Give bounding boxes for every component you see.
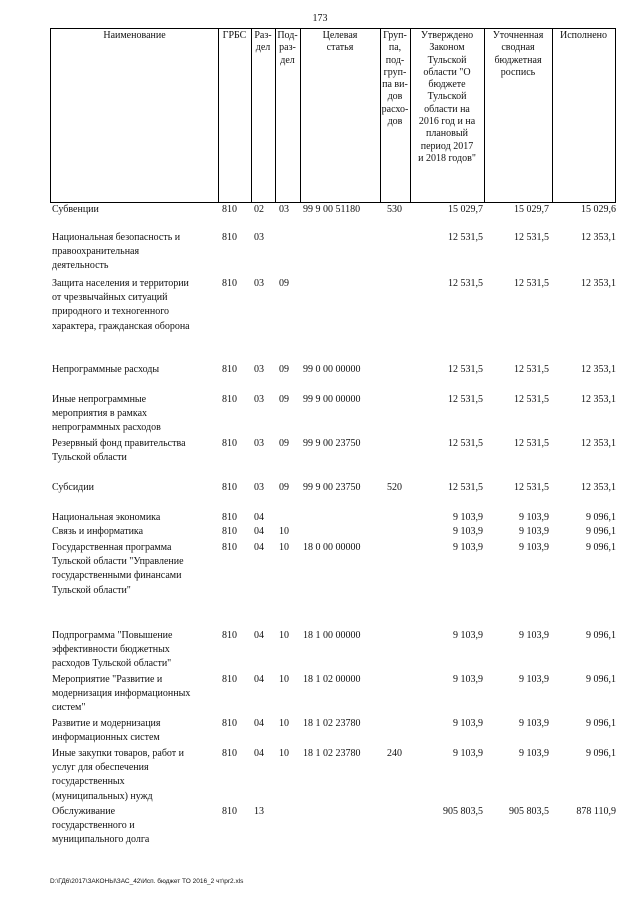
row-name-line: Тульской области"	[52, 584, 131, 596]
row-name-line: Субвенции	[52, 204, 99, 215]
row-name-line: государственного и	[52, 820, 135, 832]
executed-cell: 12 353,1	[581, 278, 616, 289]
approved-cell: 12 531,5	[448, 438, 483, 449]
approved-cell: 12 531,5	[448, 278, 483, 289]
grbs-cell: 810	[222, 364, 237, 375]
row-name-line: непрограммных расходов	[52, 422, 161, 434]
razdel-cell: 04	[254, 512, 264, 523]
executed-cell: 9 096,1	[586, 674, 616, 685]
grbs-cell: 810	[222, 482, 237, 493]
razdel-cell: 04	[254, 542, 264, 553]
row-name-line: Мероприятие "Развитие и	[52, 674, 163, 685]
page-number: 173	[312, 13, 328, 24]
refined-cell: 12 531,5	[514, 438, 549, 449]
podrazdel-cell: 10	[279, 630, 289, 641]
row-name	[52, 363, 217, 377]
executed-cell: 12 353,1	[581, 364, 616, 375]
header-line: груп-	[383, 66, 407, 78]
row-name	[52, 393, 217, 436]
header-grbs	[218, 30, 251, 42]
executed-cell: 9 096,1	[586, 542, 616, 553]
approved-cell: 9 103,9	[453, 630, 483, 641]
razdel-cell: 02	[254, 204, 264, 215]
executed-cell: 9 096,1	[586, 630, 616, 641]
razdel-cell: 03	[254, 394, 264, 405]
approved-cell: 12 531,5	[448, 364, 483, 375]
podrazdel-cell: 09	[279, 482, 289, 493]
header-approved	[410, 30, 484, 165]
razdel-cell: 03	[254, 364, 264, 375]
header-expense-type	[380, 30, 410, 128]
header-target-article	[300, 30, 380, 55]
header-line: области "О	[423, 66, 471, 78]
row-name-line: модернизация информационных	[52, 688, 191, 700]
razdel-cell: 03	[254, 438, 264, 449]
target-article-cell: 18 1 02 23780	[303, 748, 361, 759]
grbs-cell: 810	[222, 526, 237, 537]
row-name-line: Национальная безопасность и	[52, 232, 181, 243]
row-name	[52, 629, 217, 672]
header-divider	[50, 28, 51, 203]
podrazdel-cell: 09	[279, 278, 289, 289]
header-refined	[484, 30, 552, 79]
row-name	[52, 511, 217, 525]
razdel-cell: 04	[254, 674, 264, 685]
grbs-cell: 810	[222, 394, 237, 405]
approved-cell: 15 029,7	[448, 204, 483, 215]
target-article-cell: 18 1 00 00000	[303, 630, 361, 641]
row-name	[52, 203, 217, 217]
row-name-line: Государственная программа	[52, 542, 172, 553]
executed-cell: 12 353,1	[581, 232, 616, 243]
target-article-cell: 18 0 00 00000	[303, 542, 361, 553]
refined-cell: 9 103,9	[519, 526, 549, 537]
expense-type-cell: 520	[387, 482, 402, 493]
podrazdel-cell: 09	[279, 438, 289, 449]
header-line: статья	[326, 42, 354, 54]
executed-cell: 9 096,1	[586, 718, 616, 729]
podrazdel-cell: 10	[279, 674, 289, 685]
podrazdel-cell: 10	[279, 718, 289, 729]
grbs-cell: 810	[222, 674, 237, 685]
approved-cell: 9 103,9	[453, 542, 483, 553]
row-name-line: систем"	[52, 702, 86, 714]
razdel-cell: 03	[254, 232, 264, 243]
grbs-cell: 810	[222, 748, 237, 759]
row-name-line: Связь и информатика	[52, 526, 144, 537]
row-name	[52, 277, 217, 334]
refined-cell: 9 103,9	[519, 674, 549, 685]
row-name-line: Иные непрограммные	[52, 394, 147, 405]
header-podrazdel	[275, 30, 300, 67]
approved-cell: 12 531,5	[448, 482, 483, 493]
header-line: дов	[387, 91, 403, 103]
row-name-line: Субсидии	[52, 482, 94, 493]
target-article-cell: 99 9 00 00000	[303, 394, 361, 405]
row-name-line: правоохранительная	[52, 246, 140, 258]
row-name-line: государственных	[52, 776, 125, 788]
row-name-line: государственными финансами	[52, 570, 182, 582]
header-line: Исполнено	[559, 30, 607, 41]
row-name-line: деятельность	[52, 260, 109, 272]
header-line: период 2017	[420, 140, 474, 152]
refined-cell: 12 531,5	[514, 394, 549, 405]
approved-cell: 9 103,9	[453, 512, 483, 523]
row-name-line: Обслуживание	[52, 806, 116, 817]
row-name-line: характера, гражданская оборона	[52, 320, 190, 332]
header-line: сводная	[501, 42, 535, 54]
row-name-line: Подпрограмма "Повышение	[52, 630, 173, 641]
refined-cell: 12 531,5	[514, 278, 549, 289]
executed-cell: 15 029,6	[581, 204, 616, 215]
header-line: Груп-	[383, 30, 407, 41]
podrazdel-cell: 10	[279, 542, 289, 553]
header-line: дел	[255, 42, 271, 54]
target-article-cell: 99 9 00 23750	[303, 482, 361, 493]
refined-cell: 15 029,7	[514, 204, 549, 215]
expense-type-cell: 530	[387, 204, 402, 215]
approved-cell: 9 103,9	[453, 526, 483, 537]
refined-cell: 12 531,5	[514, 232, 549, 243]
header-divider	[615, 28, 616, 203]
header-executed	[552, 30, 615, 42]
target-article-cell: 99 9 00 51180	[303, 204, 361, 215]
grbs-cell: 810	[222, 278, 237, 289]
razdel-cell: 03	[254, 278, 264, 289]
grbs-cell: 810	[222, 806, 237, 817]
header-line: па ви-	[382, 79, 408, 91]
header-divider	[218, 28, 219, 203]
refined-cell: 9 103,9	[519, 748, 549, 759]
podrazdel-cell: 10	[279, 748, 289, 759]
header-line: бюджете	[428, 79, 466, 91]
header-line: Раз-	[254, 30, 272, 41]
row-name	[52, 673, 217, 716]
row-name-line: Защита населения и территории	[52, 278, 189, 289]
row-name-line: Иные закупки товаров, работ и	[52, 748, 185, 759]
header-line: и 2018 годов"	[418, 152, 476, 164]
executed-cell: 12 353,1	[581, 438, 616, 449]
podrazdel-cell: 03	[279, 204, 289, 215]
refined-cell: 12 531,5	[514, 364, 549, 375]
header-line: раз-	[279, 42, 296, 54]
row-name	[52, 525, 217, 539]
refined-cell: 12 531,5	[514, 482, 549, 493]
header-razdel	[251, 30, 275, 55]
grbs-cell: 810	[222, 718, 237, 729]
header-line: расхо-	[381, 103, 409, 115]
header-divider	[552, 28, 553, 203]
razdel-cell: 03	[254, 482, 264, 493]
executed-cell: 9 096,1	[586, 526, 616, 537]
row-name-line: эффективности бюджетных	[52, 644, 170, 656]
row-name-line: Резервный фонд правительства	[52, 438, 186, 449]
header-line: Целевая	[322, 30, 358, 41]
approved-cell: 12 531,5	[448, 232, 483, 243]
refined-cell: 9 103,9	[519, 630, 549, 641]
row-name-line: Тульской области	[52, 452, 127, 464]
row-name-line: Непрограммные расходы	[52, 364, 160, 375]
razdel-cell: 04	[254, 630, 264, 641]
row-name-line: (муниципальных) нужд	[52, 790, 153, 802]
header-line: роспись	[500, 66, 536, 78]
header-line: Тульской	[427, 91, 467, 103]
row-name-line: природного и техногенного	[52, 306, 170, 318]
approved-cell: 905 803,5	[443, 806, 483, 817]
refined-cell: 9 103,9	[519, 542, 549, 553]
refined-cell: 905 803,5	[509, 806, 549, 817]
row-name	[52, 747, 217, 804]
row-name-line: информационных систем	[52, 732, 160, 744]
row-name-line: Национальная экономика	[52, 512, 161, 523]
header-line: па,	[388, 42, 402, 54]
expense-type-cell: 240	[387, 748, 402, 759]
podrazdel-cell: 09	[279, 364, 289, 375]
executed-cell: 9 096,1	[586, 748, 616, 759]
header-line: дов	[387, 116, 403, 128]
approved-cell: 9 103,9	[453, 674, 483, 685]
header-line: Под-	[277, 30, 298, 41]
grbs-cell: 810	[222, 204, 237, 215]
header-line: Законом	[429, 42, 465, 54]
razdel-cell: 13	[254, 806, 264, 817]
header-line: 2016 год и на	[418, 116, 476, 128]
header-line: дел	[280, 54, 295, 66]
header-line: под-	[385, 54, 405, 66]
executed-cell: 12 353,1	[581, 482, 616, 493]
header-line: Наименование	[103, 30, 166, 41]
row-name-line: расходов Тульской области"	[52, 658, 172, 670]
row-name	[52, 717, 217, 745]
grbs-cell: 810	[222, 232, 237, 243]
target-article-cell: 18 1 02 00000	[303, 674, 361, 685]
file-path-footer: D:\ГД6\2017\ЗАКОНЫ\ЗАС_42\Исп. бюджет ТО 2016_2 чт\pr2.xls	[50, 878, 244, 885]
row-name	[52, 481, 217, 495]
row-name-line: от чрезвычайных ситуаций	[52, 292, 168, 304]
header-line: плановый	[426, 128, 468, 140]
approved-cell: 12 531,5	[448, 394, 483, 405]
razdel-cell: 04	[254, 526, 264, 537]
refined-cell: 9 103,9	[519, 718, 549, 729]
header-line: Утверждено	[420, 30, 474, 41]
row-name-line: услуг для обеспечения	[52, 762, 149, 774]
razdel-cell: 04	[254, 718, 264, 729]
target-article-cell: 99 0 00 00000	[303, 364, 361, 375]
approved-cell: 9 103,9	[453, 718, 483, 729]
row-name-line: муниципального долга	[52, 834, 150, 846]
row-name-line: мероприятия в рамках	[52, 408, 148, 420]
grbs-cell: 810	[222, 630, 237, 641]
target-article-cell: 99 9 00 23750	[303, 438, 361, 449]
header-line: Тульской	[427, 54, 467, 66]
executed-cell: 9 096,1	[586, 512, 616, 523]
podrazdel-cell: 10	[279, 526, 289, 537]
grbs-cell: 810	[222, 512, 237, 523]
header-line: ГРБС	[222, 30, 247, 41]
refined-cell: 9 103,9	[519, 512, 549, 523]
executed-cell: 12 353,1	[581, 394, 616, 405]
row-name	[52, 231, 217, 274]
header-line: Уточненная	[492, 30, 544, 41]
executed-cell: 878 110,9	[576, 806, 616, 817]
grbs-cell: 810	[222, 438, 237, 449]
row-name-line: Тульской области "Управление	[52, 556, 184, 568]
razdel-cell: 04	[254, 748, 264, 759]
grbs-cell: 810	[222, 542, 237, 553]
header-name	[52, 30, 217, 42]
approved-cell: 9 103,9	[453, 748, 483, 759]
podrazdel-cell: 09	[279, 394, 289, 405]
row-name	[52, 805, 217, 848]
row-name	[52, 541, 217, 598]
header-line: области на	[424, 103, 470, 115]
header-line: бюджетная	[494, 54, 542, 66]
target-article-cell: 18 1 02 23780	[303, 718, 361, 729]
row-name-line: Развитие и модернизация	[52, 718, 161, 729]
row-name	[52, 437, 217, 465]
